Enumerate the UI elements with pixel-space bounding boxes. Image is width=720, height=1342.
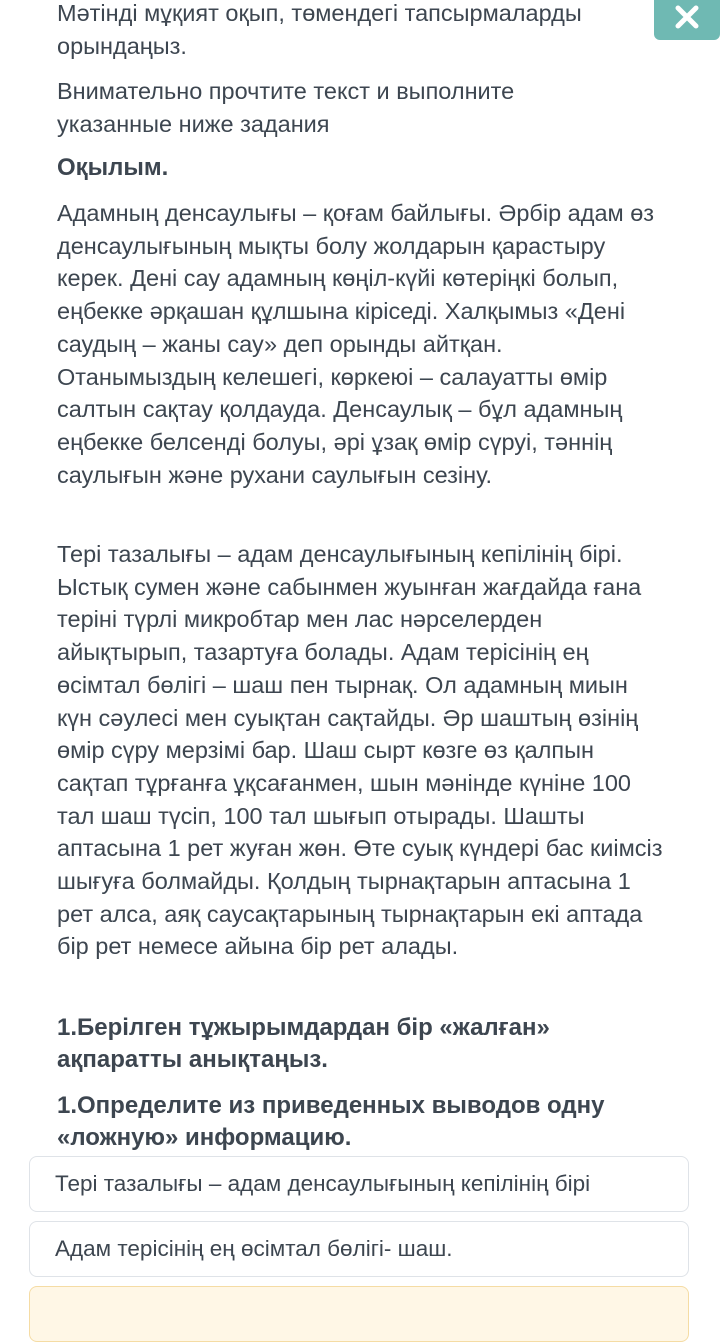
instruction-ru: Внимательно прочтите текст и выполните указанные ниже задания	[57, 78, 515, 137]
answer-option-2[interactable]	[29, 1221, 689, 1277]
paragraph-2: Тері тазалығы – адам денсаулығының кепілінің бірі. Ыстық сумен және сабынмен жуынған жағдайда ғана теріні түрлі микробтар мен лас нәрселерден айықтырып, тазартуға болады. Адам терісінің ең өсімтал бөлігі – шаш пен тырнақ. Ол адамның миын күн сәулесі мен суықтан сақтайды. Әр шаштың өзінің өмір сүру мерзімі бар. Шаш сырт көзге өз қалпын сақтап тұрғанға ұқсағанмен, шын мәнінде күніне 100 тал шаш түсіп, 100 тал шығып отырады. Шашты аптасына 1 рет жуған жөн. Өте суық күндері бас киімсіз шығуға болмайды. Қолдың тырнақтарын аптасына 1 рет алса, аяқ саусақтарының тырнақтарын екі аптада бір рет немесе айына бір рет алады.	[57, 541, 663, 960]
reading-title: Оқылым.	[57, 154, 169, 181]
answer-option-1-label: Тері тазалығы – адам денсаулығының кепілінің бірі	[55, 1171, 591, 1196]
paragraph-1: Адамның денсаулығы – қоғам байлығы. Әрбір адам өз денсаулығының мықты болу жолдарын қарастыру керек. Дені сау адамның көңіл-күйі көтеріңкі болып, еңбекке әрқашан құлшына кіріседі. Халқымыз «Дені саудың – жаны сау» деп орынды айтқан. Отанымыздың келешегі, көркеюі – салауатты өмір салтын сақтау қолдауда. Денсаулық – бұл адамның еңбекке белсенді болуы, әрі ұзақ өмір сүруі, тәннің саулығын және рухани саулығын сезіну.	[57, 200, 655, 488]
answer-option-3[interactable]	[29, 1286, 689, 1342]
close-icon	[674, 4, 700, 30]
answer-option-1[interactable]	[29, 1156, 689, 1212]
instruction-kz: Мәтінді мұқият оқып, төмендегі тапсырмаларды орындаңыз.	[57, 0, 582, 59]
close-button[interactable]	[654, 0, 720, 40]
question-ru: 1.Определите из приведенных выводов одну «ложную» информацию.	[57, 1092, 605, 1151]
question-kz: 1.Берілген тұжырымдардан бір «жалған» ақпаратты анықтаңыз.	[57, 1014, 550, 1073]
answer-option-2-label: Адам терісінің ең өсімтал бөлігі- шаш.	[55, 1236, 453, 1261]
